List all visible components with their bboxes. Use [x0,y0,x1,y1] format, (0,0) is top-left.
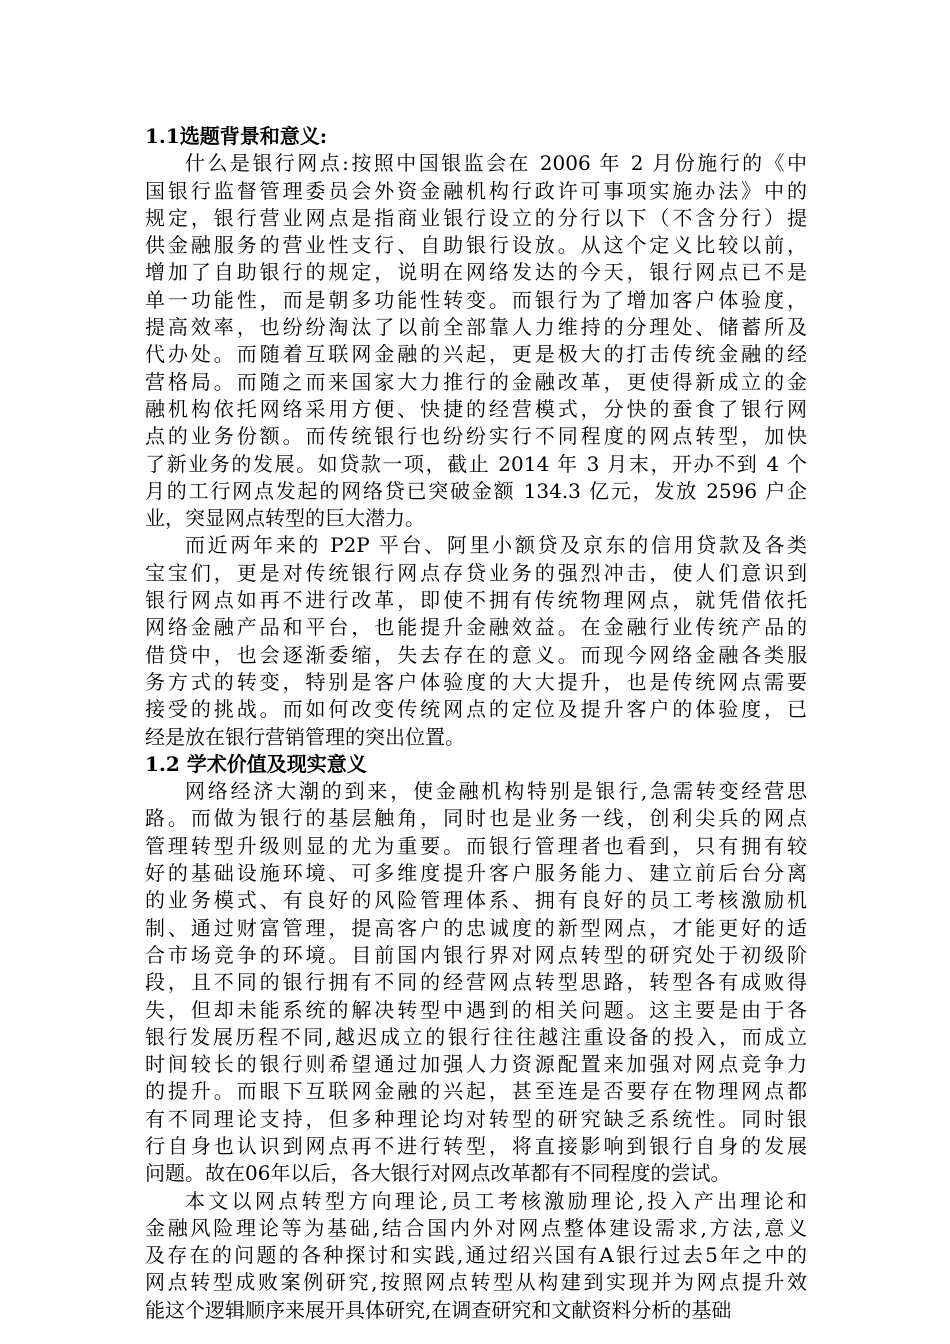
section-2-heading: 1.2 学术价值及现实意义 [145,751,367,776]
text-line: 及存在的问题的各种探讨和实践,通过绍兴国有A银行过去5年之中的 [145,1243,807,1268]
text-line: 的业务模式、有良好的风险管理体系、拥有良好的员工考核激励机 [145,888,807,913]
text-line: 了新业务的发展。如贷款一项，截止 2014 年 3 月末，开办不到 4 个 [145,451,807,476]
text-line: 规定，银行营业网点是指商业银行设立的分行以下（不含分行）提 [145,205,807,230]
text-line: 银行发展历程不同,越迟成立的银行往往越注重设备的投入，而成立 [145,1024,807,1049]
text-line: 失，但却未能系统的解决转型中遇到的相关问题。这主要是由于各 [145,997,807,1022]
text-line: 月的工行网点发起的网络贷已突破金额 134.3 亿元，发放 2596 户企 [145,478,807,503]
text-line: 时间较长的银行则希望通过加强人力资源配置来加强对网点竞争力 [145,1052,807,1077]
text-line: 增加了自助银行的规定，说明在网络发达的今天，银行网点已不是 [145,260,807,285]
text-line: 代办处。而随着互联网金融的兴起，更是极大的打击传统金融的经 [145,342,807,367]
text-line: 制、通过财富管理，提高客户的忠诚度的新型网点，才能更好的适 [145,915,807,940]
text-line: 银行网点如再不进行改革，即使不拥有传统物理网点，就凭借依托 [145,588,807,613]
text-line: 管理转型升级则显的尤为重要。而银行管理者也看到，只有拥有较 [145,833,807,858]
text-line: 段，且不同的银行拥有不同的经营网点转型思路，转型各有成败得 [145,970,807,995]
section-1-heading: 1.1选题背景和意义: [145,124,328,148]
text-line: 的提升。而眼下互联网金融的兴起，甚至连是否要存在物理网点都 [145,1079,807,1104]
text-line: 金融风险理论等为基础,结合国内外对网点整体建设需求,方法,意义 [145,1215,807,1240]
text-line: 网点转型成败案例研究,按照网点转型从构建到实现并为网点提升效 [145,1270,807,1295]
section-2-paragraph-2 [145,1188,807,1324]
text-line: 务方式的转变，特别是客户体验度的大大提升，也是传统网点需要 [145,669,807,694]
text-line: 单一功能性，而是朝多功能性转变。而银行为了增加客户体验度， [145,287,807,312]
text-line: 提高效率，也纷纷淘汰了以前全部靠人力维持的分理处、储蓄所及 [145,315,807,340]
section-1-paragraph-1 [145,150,807,532]
text-line: 营格局。而随之而来国家大力推行的金融改革，更使得新成立的金 [145,369,807,394]
section-1-paragraph-2 [145,532,807,750]
text-line: 供金融服务的营业性支行、自助银行设放。从这个定义比较以前， [145,233,807,258]
text-line: 经是放在银行营销管理的突出位置。 [145,724,465,749]
text-line: 融机构依托网络采用方便、快捷的经营模式，分快的蚕食了银行网 [145,396,807,421]
text-line: 问题。故在06年以后，各大银行对网点改革都有不同程度的尝试。 [145,1161,731,1186]
text-line: 国银行监督管理委员会外资金融机构行政许可事项实施办法》中的 [145,178,807,203]
text-line: 宝宝们，更是对传统银行网点存贷业务的强烈冲击，使人们意识到 [145,560,807,585]
text-line: 路。而做为银行的基层触角，同时也是业务一线，创利尖兵的网点 [145,806,807,831]
text-line: 什么是银行网点:按照中国银监会在 2006 年 2 月份施行的《中 [185,151,807,176]
text-line: 合市场竞争的环境。目前国内银行界对网点转型的研究处于初级阶 [145,942,807,967]
document-page [145,123,807,1324]
text-line: 网络经济大潮的到来，使金融机构特别是银行,急需转变经营思 [185,779,807,804]
text-line: 有不同理论支持，但多种理论均对转型的研究缺乏系统性。同时银 [145,1106,807,1131]
text-line: 借贷中，也会逐渐委缩，失去存在的意义。而现今网络金融各类服 [145,642,807,667]
text-line: 接受的挑战。而如何改变传统网点的定位及提升客户的体验度，已 [145,697,807,722]
text-line: 能这个逻辑顺序来展开具体研究,在调查研究和文献资料分析的基础 [145,1297,732,1322]
text-line: 行自身也认识到网点再不进行转型，将直接影响到银行自身的发展 [145,1133,807,1158]
text-line: 而近两年来的 P2P 平台、阿里小额贷及京东的信用贷款及各类 [185,533,807,558]
text-line: 业，突显网点转型的巨大潜力。 [145,506,425,531]
text-line: 本文以网点转型方向理论,员工考核激励理论,投入产出理论和 [185,1188,807,1213]
text-line: 点的业务份额。而传统银行也纷纷实行不同程度的网点转型，加快 [145,424,807,449]
text-line: 好的基础设施环境、可多维度提升客户服务能力、建立前后台分离 [145,861,807,886]
text-line: 网络金融产品和平台，也能提升金融效益。在金融行业传统产品的 [145,615,807,640]
section-2-paragraph-1 [145,778,807,1187]
